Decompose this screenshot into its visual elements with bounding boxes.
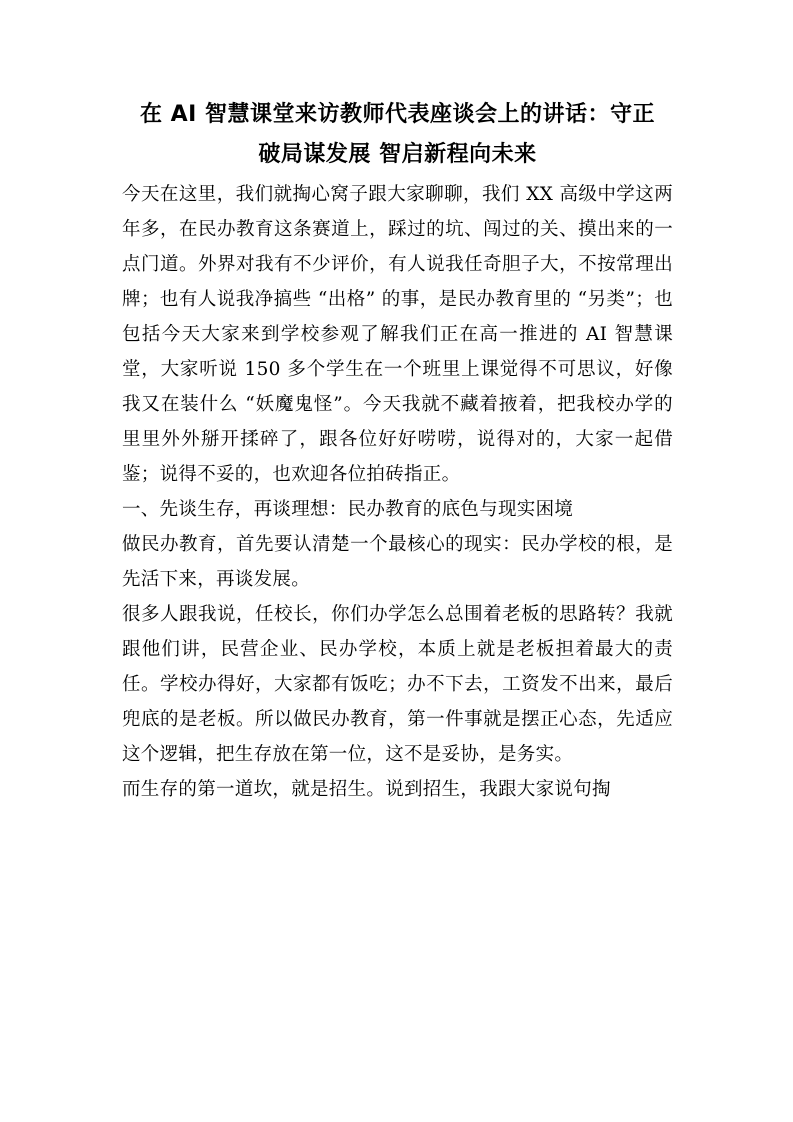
section-heading-1: 一、先谈生存，再谈理想：民办教育的底色与现实困境 [122, 499, 574, 520]
document-body [122, 177, 673, 807]
title-line-2: 破局谋发展 智启新程向未来 [258, 142, 537, 167]
paragraph: 做民办教育，首先要认清楚一个最核心的现实：民办学校的根，是先活下来，再谈发展。 [122, 534, 673, 590]
title-line-1: 在 AI 智慧课堂来访教师代表座谈会上的讲话：守正 [139, 102, 656, 127]
paragraph: 而生存的第一道坎，就是招生。说到招生，我跟大家说句掏 [122, 779, 611, 800]
paragraph: 很多人跟我说，任校长，你们办学怎么总围着老板的思路转？我就跟他们讲，民营企业、民办学校，本质上就是老板担着最大的责任。学校办得好，大家都有饭吃；办不下去，工资发不出来，最后兜底的是老板。所以做民办教育，第一件事就是摆正心态，先适应这个逻辑，把生存放在第一位，这不是妥协，是务实。 [122, 604, 673, 765]
document-title [122, 95, 673, 175]
paragraph-intro: 今天在这里，我们就掏心窝子跟大家聊聊，我们 XX 高级中学这两年多，在民办教育这条赛道上，踩过的坑、闯过的关、摸出来的一点门道。外界对我有不少评价，有人说我任奇胆子大，不按常理出牌；也有人说我净搞些 “出格” 的事，是民办教育里的 “另类”；也包括今天大家来到学校参观了解我们正在高一推进的 AI 智慧课堂，大家听说 150 多个学生在一个班里上课觉得不可思议，好像我又在装什么 “妖魔鬼怪”。今天我就不藏着掖着，把我校办学的里里外外掰开揉碎了，跟各位好好唠唠，说得对的，大家一起借鉴；说得不妥的，也欢迎各位拍砖指正。 [122, 184, 673, 485]
